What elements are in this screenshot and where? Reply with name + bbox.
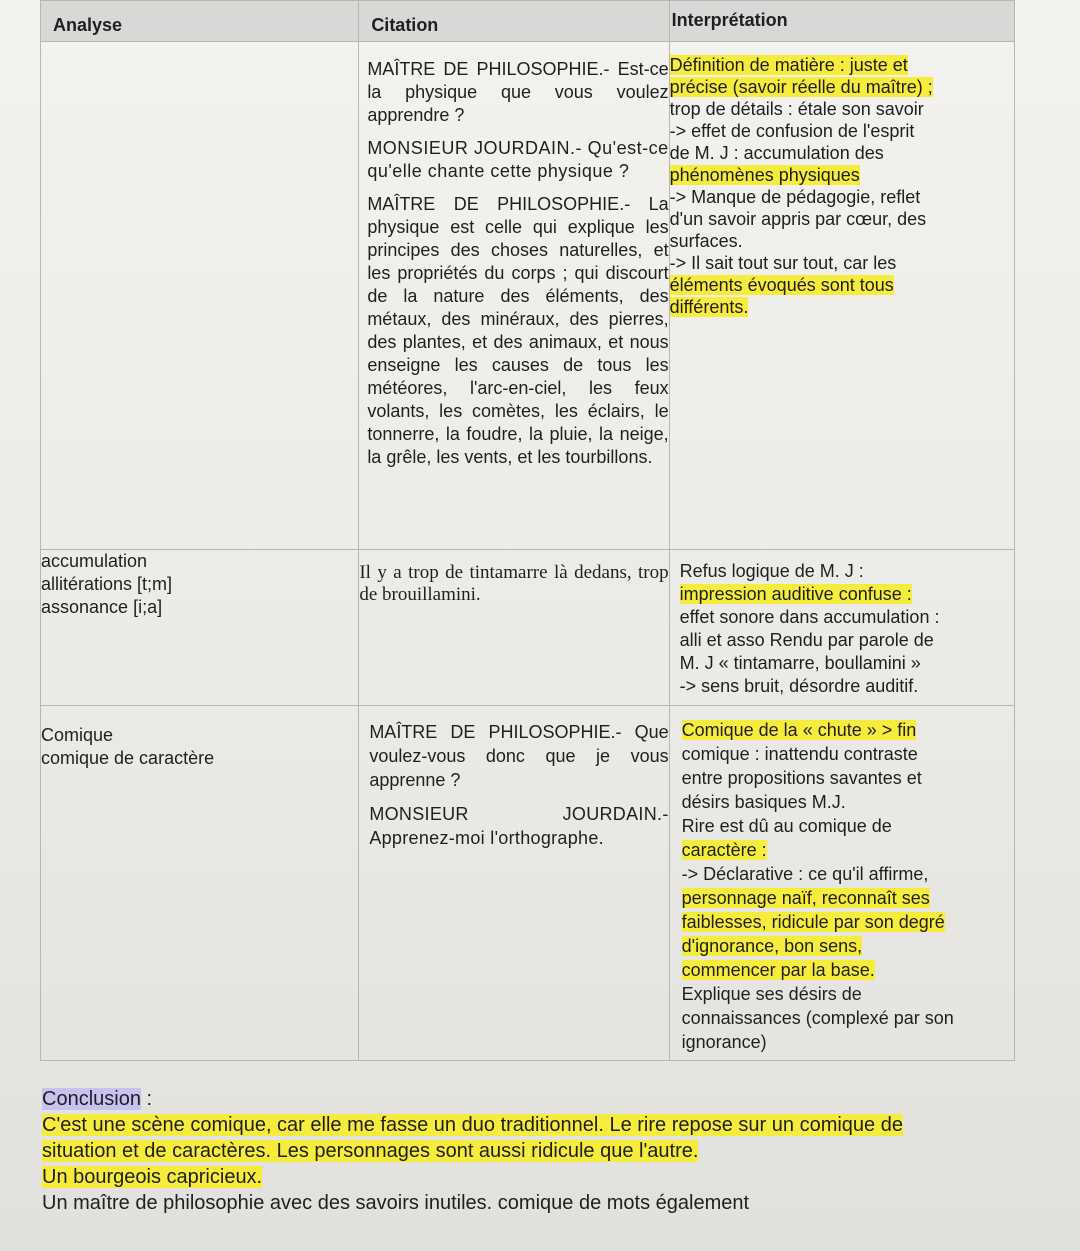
interpretation-line: connaissances (complexé par son — [681, 1008, 954, 1028]
interpretation-line: éléments évoqués sont tous — [669, 275, 894, 295]
interpretation-line: impression auditive confuse : — [679, 584, 912, 604]
analyse-cell-3 — [41, 706, 359, 1061]
table-header-row — [41, 1, 1015, 42]
citation-line: MAÎTRE DE PHILOSOPHIE.- Que voulez-vous donc que je vous apprenne ? — [369, 722, 669, 790]
analyse-cell-1 — [41, 42, 359, 550]
citation-cell-1 — [359, 42, 669, 550]
interpretation-line: désirs basiques M.J. — [681, 792, 846, 812]
citation-line: MAÎTRE DE PHILOSOPHIE.- Est-ce la physique que vous voulez apprendre ? — [367, 59, 669, 125]
interpretation-line: Définition de matière : juste et — [669, 55, 908, 75]
citation-line: MAÎTRE DE PHILOSOPHIE.- La physique est celle qui explique les principes des choses naturelles, et les propriétés du corps ; qui discourt de la nature des éléments, des métaux, des minéraux, des pierres, des plantes, et des animaux, et nous enseigne les causes de tous les météores, l'arc-en-ciel, les feux volants, les comètes, les éclairs, le tonnerre, la foudre, la pluie, la neige, la grêle, les vents, et les tourbillons. — [367, 194, 669, 467]
conclusion-line: Un bourgeois capricieux. — [42, 1166, 263, 1188]
header-analyse: Analyse — [41, 1, 359, 42]
analyse-line: allitérations [t;m] — [41, 574, 173, 594]
citation-line: Il y a trop de tintamarre là dedans, trop de brouillamini. — [359, 562, 669, 605]
interpretation-line: Refus logique de M. J : — [679, 561, 864, 581]
interpretation-line: -> Il sait tout sur tout, car les — [669, 253, 897, 273]
analyse-cell-2 — [41, 550, 359, 706]
conclusion-block — [42, 1086, 1042, 1216]
citation-cell-3 — [359, 706, 669, 1061]
conclusion-line: Un maître de philosophie avec des savoirs inutiles. comique de mots également — [42, 1192, 750, 1214]
interpretation-line: ignorance) — [681, 1032, 767, 1052]
interpretation-line: entre propositions savantes et — [681, 768, 922, 788]
citation-line: MONSIEUR JOURDAIN.- Apprenez-moi l'orthographe. — [369, 804, 669, 848]
interpretation-line: comique : inattendu contraste — [681, 744, 918, 764]
interpretation-line: surfaces. — [669, 231, 743, 251]
interpretation-cell-2 — [669, 550, 1014, 706]
interpretation-line: Explique ses désirs de — [681, 984, 862, 1004]
interpretation-cell-1 — [669, 42, 1014, 550]
interpretation-line: trop de détails : étale son savoir — [669, 99, 924, 119]
analyse-line: assonance [i;a] — [41, 597, 163, 617]
table-row — [41, 550, 1015, 706]
interpretation-line: précise (savoir réelle du maître) ; — [669, 77, 933, 97]
header-interpretation: Interprétation — [669, 1, 1014, 42]
interpretation-line: personnage naïf, reconnaît ses — [681, 888, 930, 908]
table-row — [41, 706, 1015, 1061]
analyse-line: accumulation — [41, 551, 148, 571]
interpretation-line: -> sens bruit, désordre auditif. — [679, 676, 919, 696]
interpretation-line: d'ignorance, bon sens, — [681, 936, 863, 956]
interpretation-line: -> Déclarative : ce qu'il affirme, — [681, 864, 929, 884]
interpretation-line: faiblesses, ridicule par son degré — [681, 912, 945, 932]
interpretation-line: différents. — [669, 297, 749, 317]
interpretation-line: caractère : — [681, 840, 767, 860]
interpretation-line: commencer par la base. — [681, 960, 875, 980]
interpretation-line: alli et asso Rendu par parole de — [679, 630, 934, 650]
analyse-line: Comique — [41, 725, 114, 745]
conclusion-heading: Conclusion : — [42, 1088, 153, 1110]
analyse-line: comique de caractère — [41, 748, 215, 768]
interpretation-line: -> Manque de pédagogie, reflet — [669, 187, 921, 207]
interpretation-cell-3 — [669, 706, 1014, 1061]
analysis-table — [40, 0, 1015, 1061]
table-row — [41, 42, 1015, 550]
interpretation-line: Rire est dû au comique de — [681, 816, 892, 836]
header-citation: Citation — [359, 1, 669, 42]
citation-line: MONSIEUR JOURDAIN.- Qu'est-ce qu'elle chante cette physique ? — [367, 138, 669, 181]
conclusion-line: C'est une scène comique, car elle me fasse un duo traditionnel. Le rire repose sur un comique de — [42, 1114, 903, 1136]
interpretation-line: d'un savoir appris par cœur, des — [669, 209, 927, 229]
conclusion-title: Conclusion — [42, 1088, 141, 1110]
interpretation-line: -> effet de confusion de l'esprit — [669, 121, 915, 141]
interpretation-line: effet sonore dans accumulation : — [679, 607, 940, 627]
interpretation-line: Comique de la « chute » > fin — [681, 720, 917, 740]
interpretation-line: de M. J : accumulation des — [669, 143, 884, 163]
citation-cell-2 — [359, 550, 669, 706]
interpretation-line: phénomènes physiques — [669, 165, 860, 185]
conclusion-line: situation et de caractères. Les personnages sont aussi ridicule que l'autre. — [42, 1140, 699, 1162]
interpretation-line: M. J « tintamarre, boullamini » — [679, 653, 921, 673]
